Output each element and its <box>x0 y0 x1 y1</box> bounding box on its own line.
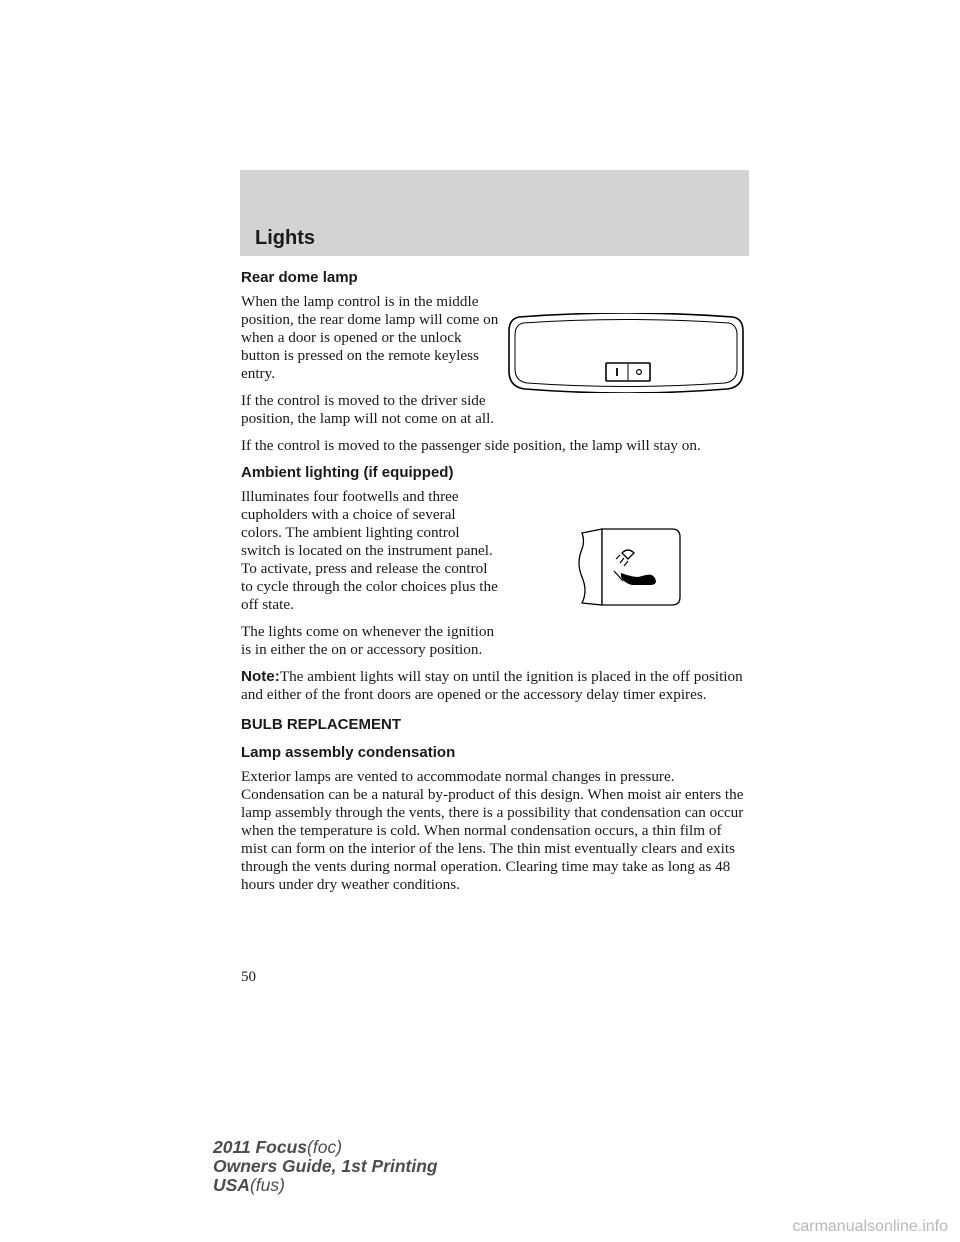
page-number: 50 <box>241 969 256 985</box>
note-text: The ambient lights will stay on until the ignition is placed in the off position and either of the front doors are opened or the accessory delay timer expires. <box>241 668 743 703</box>
condensation-paragraph: Exterior lamps are vented to accommodate normal changes in pressure. Condensation can be a natural by-product of this design. When moist air enters the lamp assembly through the vents, there is a possibility that condensation can occur when the temperature is cold. When normal condensation occurs, a thin film of mist can form on the interior of the lens. The thin mist eventually clears and exits through the vents during normal operation. Clearing time may take as long as 48 hours under dry weather conditions. <box>241 768 744 893</box>
footer-market-code: (fus) <box>249 1175 285 1195</box>
rear-dome-paragraph-1: When the lamp control is in the middle position, the rear dome lamp will come on when a door is opened or the unlock button is pressed on the remote keyless entry. <box>241 293 499 382</box>
print-footer <box>213 1138 438 1195</box>
section-title: Lights <box>255 227 315 249</box>
ambient-note <box>241 668 749 704</box>
bulb-replacement-heading: BULB REPLACEMENT <box>241 716 401 733</box>
rear-dome-paragraph-2: If the control is moved to the driver side position, the lamp will not come on at all. <box>241 392 495 427</box>
section-header-band <box>240 170 749 256</box>
condensation-heading: Lamp assembly condensation <box>241 744 456 761</box>
footer-market: USA <box>213 1175 250 1195</box>
rear-dome-paragraph-3: If the control is moved to the passenger side position, the lamp will stay on. <box>241 437 701 454</box>
footer-model: 2011 Focus <box>213 1137 308 1157</box>
footer-printing: Owners Guide, 1st Printing <box>213 1156 438 1176</box>
watermark: carmanualsonline.info <box>792 1218 948 1235</box>
ambient-heading: Ambient lighting (if equipped) <box>241 464 454 481</box>
note-label: Note: <box>241 668 280 685</box>
ambient-paragraph-2: The lights come on whenever the ignition is in either the on or accessory position. <box>241 623 495 658</box>
page-content <box>241 265 749 903</box>
rear-dome-heading: Rear dome lamp <box>241 269 358 286</box>
ambient-paragraph-1: Illuminates four footwells and three cupholders with a choice of several colors. The ambient lighting control switch is located on the instrument panel. To activate, press and release the control to cycle through the color choices plus the off state. <box>241 488 498 613</box>
footer-model-code: (foc) <box>307 1137 343 1157</box>
